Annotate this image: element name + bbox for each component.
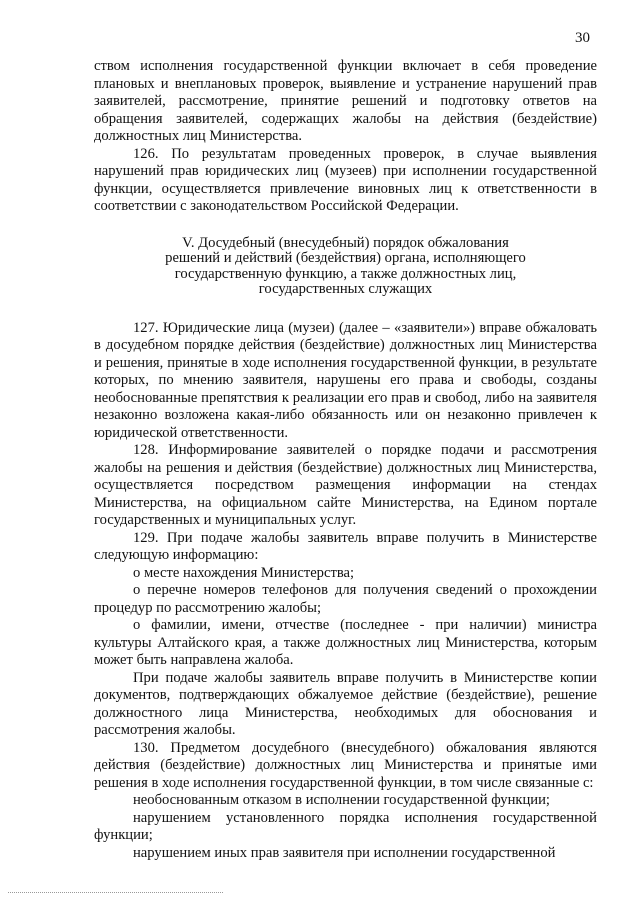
list-item: о перечне номеров телефонов для получения сведений о прохождении процедур по рассмотрению жалобы;	[94, 582, 597, 616]
list-item: о фамилии, имени, отчестве (последнее - при наличии) министра культуры Алтайского края, а также должностных лиц Министерства, которым может быть направлена жалоба.	[94, 617, 597, 668]
list-item: нарушением иных прав заявителя при исполнении государственной	[133, 844, 556, 861]
list-item: нарушением установленного порядка исполнения государственной функции;	[94, 809, 597, 843]
list-item: о месте нахождения Министерства;	[133, 564, 355, 581]
paragraph-128: 128. Информирование заявителей о порядке подачи и рассмотрения жалобы на решения и действия (бездействие) должностных лиц Министерства, осуществляется посредством размещения информации на стендах Министерства, на официальном сайте Министерства, на Едином портале государственных и муниципальных услуг.	[94, 442, 597, 528]
paragraph-129: 129. При подаче жалобы заявитель вправе получить в Министерстве следующую информацию:	[94, 529, 597, 563]
paragraph-127: 127. Юридические лица (музеи) (далее – «заявители») вправе обжаловать в досудебном порядке действия (бездействие) должностных лиц Министерства и решения, принятые в ходе исполнения государственной функции, в результате которых, по мнению заявителя, нарушены его права и свободы, созданы необоснованные препятствия к реализации его прав и свобод, либо на заявителя незаконно возложена какая-либо обязанность или он незаконно привлечен к юридической ответственности.	[94, 319, 597, 441]
section-heading: V. Досудебный (внесудебный) порядок обжалования решений и действий (бездействия) органа, исполняющего государственную функцию, а также должностных лиц, государственных служащих	[165, 234, 526, 297]
list-item: необоснованным отказом в исполнении государственной функции;	[133, 792, 550, 808]
document-body	[94, 58, 597, 862]
page-number: 30	[575, 30, 590, 46]
paragraph-126: 126. По результатам проведенных проверок, в случае выявления нарушений прав юридических лиц (музеев) при исполнении государственной функции, осуществляется привлечение виновных лиц к ответственности в соответствии с законодательством Российской Федерации.	[94, 145, 597, 214]
paragraph-130: 130. Предметом досудебного (внесудебного) обжалования являются действия (бездействие) должностных лиц Министерства и принятые ими решения в ходе исполнения государственной функции, в том числе связанные с:	[94, 739, 597, 791]
scan-edge-line	[8, 892, 223, 893]
paragraph-continuation: ством исполнения государственной функции включает в себя проведение плановых и внеплановых проверок, выявление и устранение нарушений прав заявителей, рассмотрение, принятие решений и подготовку ответов на обращения заявителей, содержащих жалобы на действия (бездействие) должностных лиц Министерства.	[94, 58, 597, 144]
paragraph-copies: При подаче жалобы заявитель вправе получить в Министерстве копии документов, подтверждающих обжалуемое действие (бездействие), решение должностного лица Министерства, необходимых для обоснования и рассмотрения жалобы.	[94, 669, 597, 738]
